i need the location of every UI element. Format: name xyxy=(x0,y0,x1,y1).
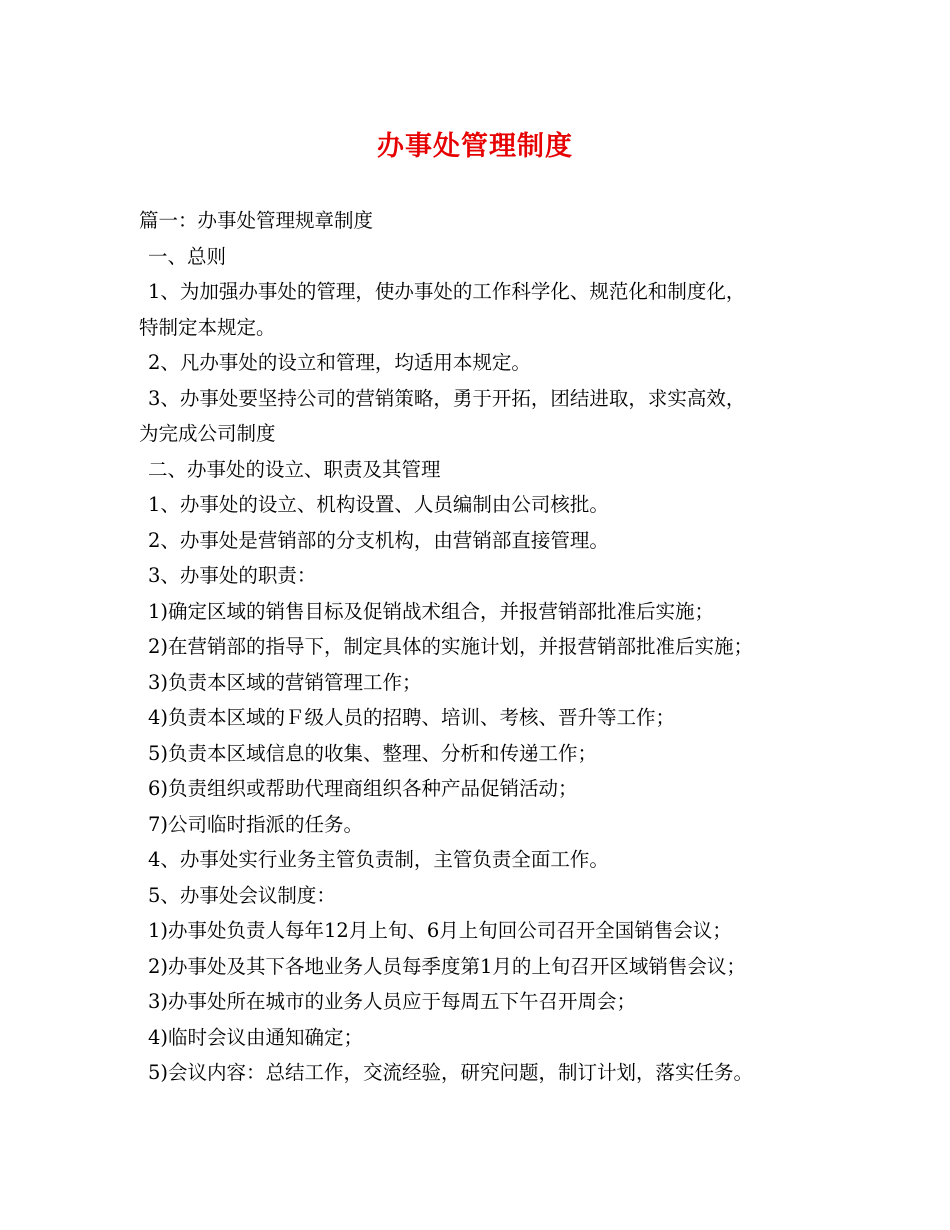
section-heading: 篇一：办事处管理规章制度 xyxy=(139,209,374,232)
paragraph-line: 为完成公司制度 xyxy=(139,422,276,445)
list-item: 2)办事处及其下各地业务人员每季度第1月的上旬召开区域销售会议； xyxy=(148,954,746,978)
paragraph-line: 2、办事处是营销部的分支机构，由营销部直接管理。 xyxy=(148,528,609,552)
list-item: 3)负责本区域的营销管理工作； xyxy=(148,670,422,694)
document-body xyxy=(139,203,819,1091)
paragraph-line: 1、办事处的设立、机构设置、人员编制由公司核批。 xyxy=(148,493,609,516)
list-item: 3)办事处所在城市的业务人员应于每周五下午召开周会； xyxy=(148,990,637,1013)
chapter-heading: 二、办事处的设立、职责及其管理 xyxy=(148,457,441,481)
paragraph-line: 5、办事处会议制度： xyxy=(148,883,336,907)
paragraph-line: 1、为加强办事处的管理，使办事处的工作科学化、规范化和制度化， xyxy=(148,280,746,303)
list-item: 4)负责本区域的Ｆ级人员的招聘、培训、考核、晋升等工作； xyxy=(148,706,676,729)
list-item: 1)办事处负责人每年12月上旬、6月上旬回公司召开全国销售会议； xyxy=(148,919,732,942)
list-item: 7)公司临时指派的任务。 xyxy=(148,812,364,836)
chapter-heading: 一、总则 xyxy=(148,244,227,268)
paragraph-line: 4、办事处实行业务主管负责制，主管负责全面工作。 xyxy=(148,848,609,871)
paragraph-line: 2、凡办事处的设立和管理，均适用本规定。 xyxy=(148,351,531,374)
list-item: 1)确定区域的销售目标及促销战术组合，并报营销部批准后实施； xyxy=(148,599,715,623)
paragraph-line: 特制定本规定。 xyxy=(139,315,276,339)
paragraph-line: 3、办事处要坚持公司的营销策略，勇于开拓，团结进取，求实高效， xyxy=(148,386,746,410)
list-item: 5)会议内容：总结工作，交流经验，研究问题，制订计划，落实任务。 xyxy=(148,1061,754,1084)
list-item: 5)负责本区域信息的收集、整理、分析和传递工作； xyxy=(148,741,598,765)
document-title: 办事处管理制度 xyxy=(377,131,573,162)
list-item: 4)临时会议由通知确定； xyxy=(148,1025,364,1049)
list-item: 6)负责组织或帮助代理商组织各种产品促销活动； xyxy=(148,777,578,800)
list-item: 2)在营销部的指导下，制定具体的实施计划，并报营销部批准后实施； xyxy=(148,635,754,658)
paragraph-line: 3、办事处的职责： xyxy=(148,564,317,587)
